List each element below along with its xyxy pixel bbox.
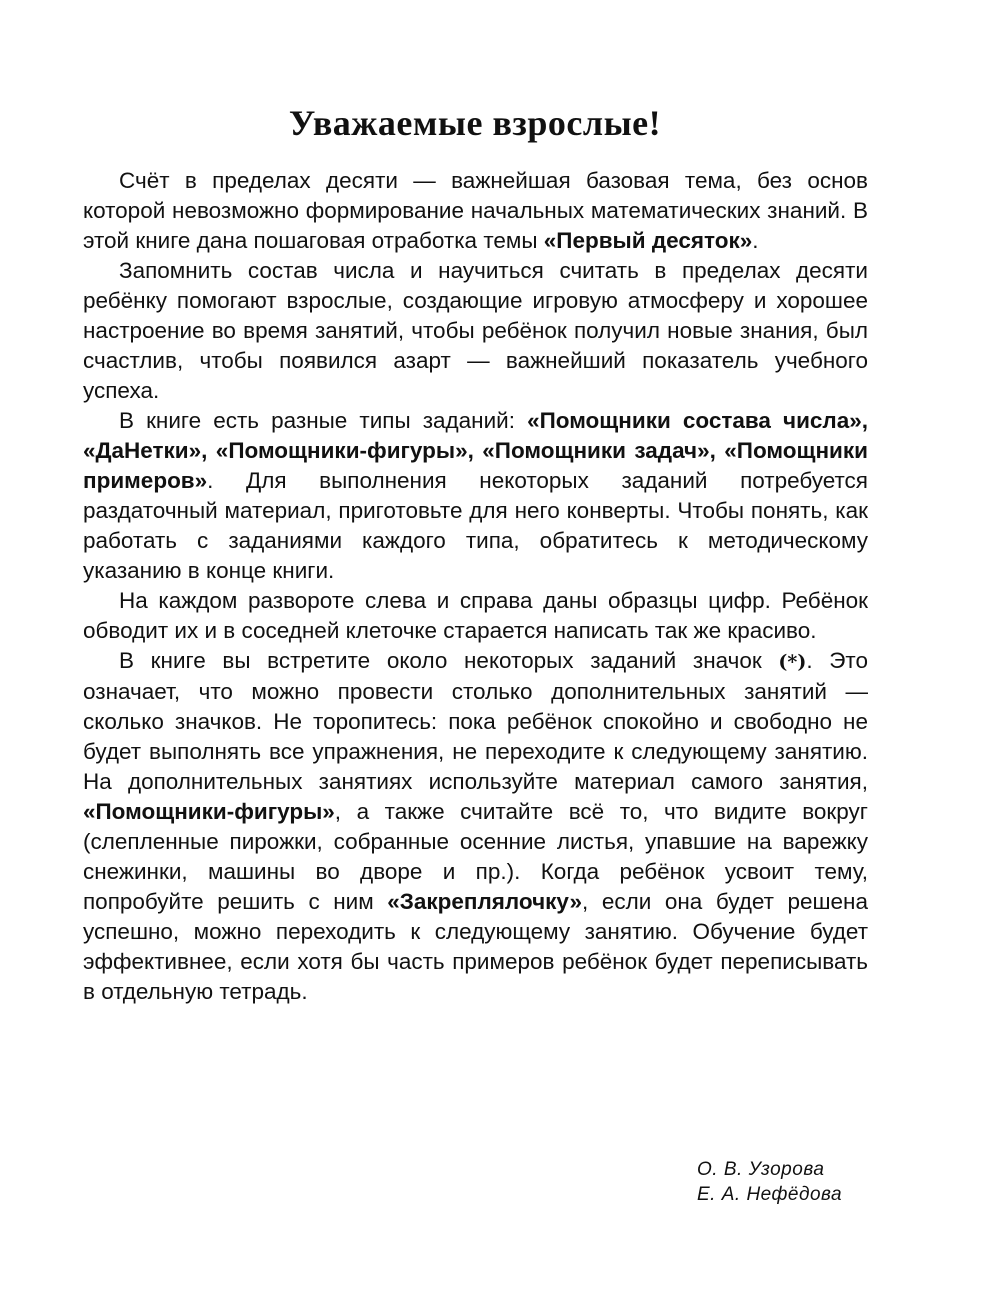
paragraph-text: В книге вы встретите около некоторых заданий значок	[119, 648, 779, 673]
paragraph-text: Счёт в пределах десяти — важнейшая базовая тема, без основ которой невозможно формирование начальных математических знаний. В этой книге дана пошаговая отработка темы	[83, 168, 868, 253]
body-text	[83, 166, 868, 1007]
bold-phrase: «Помощники-фигуры»	[83, 799, 335, 824]
bold-phrase: «Первый десяток»	[543, 228, 753, 253]
bold-phrase: «Помощники состава числа», «ДаНетки», «Помощники-фигуры», «Помощники задач», «Помощники примеров»	[83, 408, 868, 493]
paragraph-text: В книге есть разные типы заданий:	[119, 408, 528, 433]
star-icon: (*)	[778, 651, 807, 673]
paragraph-3	[83, 406, 868, 586]
paragraph-text: На каждом развороте слева и справа даны образцы цифр. Ребёнок обводит их и в соседней клеточке старается написать так же красиво.	[83, 588, 868, 643]
paragraph-text: Запомнить состав числа и научиться считать в пределах десяти ребёнку помогают взрослые, создающие игровую атмосферу и хорошее настроение во время занятий, чтобы ребёнок получил новые знания, был счастлив, чтобы появился азарт — важнейший показатель учебного успеха.	[83, 258, 868, 403]
author-name: О. В. Узорова	[697, 1159, 825, 1180]
paragraph-2	[83, 256, 868, 406]
page-title: Уважаемые взрослые!	[288, 103, 662, 143]
paragraph-1	[83, 166, 868, 256]
paragraph-text: .	[752, 228, 759, 253]
paragraph-4	[83, 586, 868, 646]
authors-signature	[697, 1157, 842, 1207]
author-name: Е. А. Нефёдова	[697, 1184, 843, 1205]
paragraph-text: , а также считайте всё то, что видите вокруг (слепленные пирожки, собранные осенние листья, упавшие на варежку снежинки, машины во дворе и пр.). Когда ребёнок усвоит тему, попробуйте решить с ним	[83, 799, 868, 914]
paragraph-text: . Для выполнения некоторых заданий потребуется раздаточный материал, приготовьте для него конверты. Чтобы понять, как работать с заданиями каждого типа, обратитесь к методическому указанию в конце книги.	[83, 468, 868, 583]
bold-phrase: «Закреплялочку»	[387, 889, 583, 914]
paragraph-text: , если она будет решена успешно, можно переходить к следующему занятию. Обучение будет эффективнее, если хотя бы часть примеров ребёнок будет переписывать в отдельную тетрадь.	[83, 889, 868, 1004]
paragraph-5	[83, 646, 868, 1007]
paragraph-text: . Это означает, что можно провести столько дополнительных занятий — сколько значков. Не торопитесь: пока ребёнок спокойно и свободно не будет выполнять все упражнения, не переходите к следующему занятию. На дополнительных занятиях используйте материал самого занятия,	[83, 648, 868, 794]
